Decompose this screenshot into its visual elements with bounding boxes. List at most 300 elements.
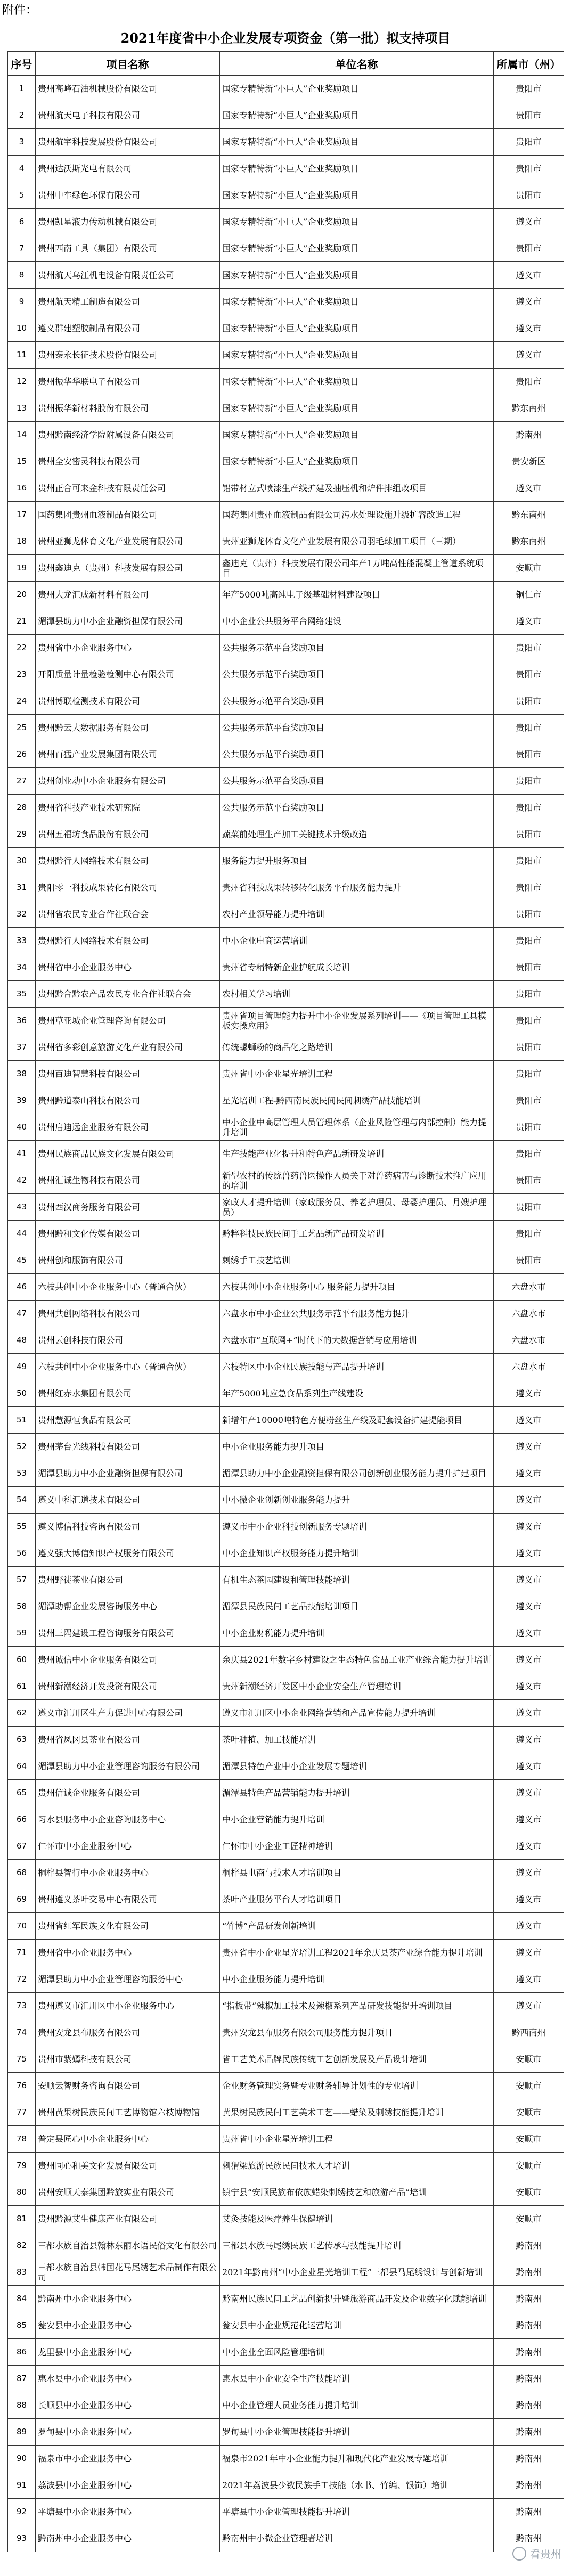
row-number: 83 xyxy=(8,2259,36,2286)
unit-name-cell: 余庆县2021年数字乡村建设之生态特色食品工业产业综合能力提升培训 xyxy=(220,1647,494,1673)
unit-name-cell: 新型农村的传统兽药兽医操作人员关于对兽药病害与诊断技术推广应用的培训 xyxy=(220,1167,494,1194)
table-row xyxy=(8,2259,564,2286)
unit-name-cell: 新增年产10000吨特色方便粉丝生产线及配套设备扩建提能项目 xyxy=(220,1407,494,1434)
unit-name-cell: 公共服务示范平台奖励项目 xyxy=(220,661,494,688)
city-cell: 贵阳市 xyxy=(494,715,564,741)
unit-name-cell: 贵州省专精特新企业护航成长培训 xyxy=(220,954,494,981)
city-cell: 贵阳市 xyxy=(494,821,564,848)
row-number: 56 xyxy=(8,1540,36,1567)
city-cell: 六盘水市 xyxy=(494,1327,564,1354)
city-cell: 遵义市 xyxy=(494,1460,564,1487)
row-number: 86 xyxy=(8,2339,36,2366)
row-number: 4 xyxy=(8,156,36,182)
table-row xyxy=(8,1434,564,1460)
city-cell: 遵义市 xyxy=(494,1993,564,2019)
row-number: 65 xyxy=(8,1780,36,1806)
table-row xyxy=(8,1061,564,1087)
project-name-cell: 黔南州中小企业服务中心 xyxy=(36,2286,220,2312)
unit-name-cell: 贵州省科技成果转移转化服务平台服务能力提升 xyxy=(220,874,494,901)
chat-bubble-icon xyxy=(512,2547,526,2561)
city-cell: 安顺市 xyxy=(494,2073,564,2099)
project-name-cell: 贵州诚信中小企业服务有限公司 xyxy=(36,1647,220,1673)
row-number: 47 xyxy=(8,1301,36,1327)
city-cell: 黔东南州 xyxy=(494,502,564,528)
city-cell: 贵阳市 xyxy=(494,1247,564,1274)
project-name-cell: 贵州振华华联电子有限公司 xyxy=(36,369,220,395)
header-no: 序号 xyxy=(8,52,36,76)
table-row xyxy=(8,928,564,954)
row-number: 39 xyxy=(8,1087,36,1114)
unit-name-cell: 茶叶种植、加工技能培训 xyxy=(220,1727,494,1753)
unit-name-cell: 贵州省项目管理能力提升中小企业发展系列培训——《项目管理工具模板实操应用》 xyxy=(220,1008,494,1034)
row-number: 6 xyxy=(8,209,36,235)
city-cell: 遵义市 xyxy=(494,1647,564,1673)
project-name-cell: 贵州信诚企业服务有限公司 xyxy=(36,1780,220,1806)
row-number: 61 xyxy=(8,1673,36,1700)
table-row xyxy=(8,1700,564,1727)
unit-name-cell: 贵州省中小企业星光培训工程 xyxy=(220,2126,494,2153)
city-cell: 贵阳市 xyxy=(494,954,564,981)
table-row xyxy=(8,555,564,582)
row-number: 93 xyxy=(8,2525,36,2552)
unit-name-cell: 湄潭县助力中小企业融资担保有限公司创新创业服务能力提升扩建项目 xyxy=(220,1460,494,1487)
project-name-cell: 贵州民族商品民族文化发展有限公司 xyxy=(36,1141,220,1167)
project-name-cell: 平塘县中小企业服务中心 xyxy=(36,2499,220,2525)
table-row xyxy=(8,1673,564,1700)
city-cell: 遵义市 xyxy=(494,1593,564,1620)
row-number: 62 xyxy=(8,1700,36,1727)
project-name-cell: 仁怀市中小企业服务中心 xyxy=(36,1833,220,1860)
row-number: 14 xyxy=(8,422,36,448)
project-name-cell: 贵州省红军民族文化有限公司 xyxy=(36,1913,220,1940)
project-name-cell: 遵义市汇川区生产力促进中心有限公司 xyxy=(36,1700,220,1727)
project-name-cell: 贵州省中小企业服务中心 xyxy=(36,954,220,981)
header-project-name: 项目名称 xyxy=(36,52,220,76)
table-row xyxy=(8,342,564,369)
table-row xyxy=(8,502,564,528)
row-number: 30 xyxy=(8,848,36,874)
project-name-cell: 贵州博联检测技术有限公司 xyxy=(36,688,220,715)
row-number: 67 xyxy=(8,1833,36,1860)
project-name-cell: 贵州航宇科技发展股份有限公司 xyxy=(36,129,220,156)
table-row xyxy=(8,1966,564,1993)
project-name-cell: 黔南州中小企业服务中心 xyxy=(36,2525,220,2552)
table-row xyxy=(8,1567,564,1593)
unit-name-cell: 国家专精特新“小巨人”企业奖励项目 xyxy=(220,369,494,395)
row-number: 36 xyxy=(8,1008,36,1034)
row-number: 79 xyxy=(8,2153,36,2179)
row-number: 84 xyxy=(8,2286,36,2312)
table-row xyxy=(8,2499,564,2525)
project-name-cell: 贵州汇诚生物科技有限公司 xyxy=(36,1167,220,1194)
city-cell: 黔东南州 xyxy=(494,528,564,555)
row-number: 92 xyxy=(8,2499,36,2525)
unit-name-cell: “指板带”辣椒加工技术及辣椒系列产品研发技能提升培训项目 xyxy=(220,1993,494,2019)
unit-name-cell: 中小企业财税能力提升培训 xyxy=(220,1620,494,1647)
document-title: 2021年度省中小企业发展专项资金（第一批）拟支持项目 xyxy=(120,30,451,46)
project-name-cell: 贵州同心和美文化发展有限公司 xyxy=(36,2153,220,2179)
city-cell: 贵阳市 xyxy=(494,156,564,182)
table-row xyxy=(8,182,564,209)
row-number: 70 xyxy=(8,1913,36,1940)
row-number: 16 xyxy=(8,475,36,502)
watermark-text: 看贵州 xyxy=(529,2548,561,2561)
unit-name-cell: 黔南州中小微企业管理者培训 xyxy=(220,2525,494,2552)
unit-name-cell: 国家专精特新“小巨人”企业奖励项目 xyxy=(220,342,494,369)
city-cell: 六盘水市 xyxy=(494,1354,564,1380)
table-row xyxy=(8,1913,564,1940)
unit-name-cell: 中小企业营销能力提升培训 xyxy=(220,1806,494,1833)
row-number: 51 xyxy=(8,1407,36,1434)
row-number: 81 xyxy=(8,2206,36,2232)
unit-name-cell: 铝带材立式喷漆生产线扩建及抽压机和炉件排组改项目 xyxy=(220,475,494,502)
project-name-cell: 贵州红赤水集团有限公司 xyxy=(36,1380,220,1407)
project-name-cell: 贵州遵义茶叶交易中心有限公司 xyxy=(36,1886,220,1913)
row-number: 2 xyxy=(8,102,36,129)
unit-name-cell: 福泉市2021年中小企业能力提升和现代化产业发展专题培训 xyxy=(220,2446,494,2472)
table-row xyxy=(8,1114,564,1141)
row-number: 64 xyxy=(8,1753,36,1780)
unit-name-cell: 国家专精特新“小巨人”企业奖励项目 xyxy=(220,422,494,448)
unit-name-cell: 国家专精特新“小巨人”企业奖励项目 xyxy=(220,182,494,209)
city-cell: 遵义市 xyxy=(494,1407,564,1434)
unit-name-cell: 公共服务示范平台奖励项目 xyxy=(220,715,494,741)
row-number: 21 xyxy=(8,608,36,635)
city-cell: 贵阳市 xyxy=(494,981,564,1008)
project-name-cell: 贵州省凤冈县茶业有限公司 xyxy=(36,1727,220,1753)
city-cell: 贵阳市 xyxy=(494,1221,564,1247)
unit-name-cell: 企业财务管理实务暨专业财务辅导计划性的专业培训 xyxy=(220,2073,494,2099)
unit-name-cell: 年产5000吨高纯电子级基础材料建设项目 xyxy=(220,582,494,608)
unit-name-cell: 贵州省中小企业星光培训工程2021年余庆县茶产业综合能力提升培训 xyxy=(220,1940,494,1966)
table-row xyxy=(8,102,564,129)
city-cell: 黔西南州 xyxy=(494,2019,564,2046)
row-number: 3 xyxy=(8,129,36,156)
city-cell: 贵阳市 xyxy=(494,901,564,928)
project-name-cell: 贵州高峰石油机械股份有限公司 xyxy=(36,76,220,102)
table-row xyxy=(8,2286,564,2312)
table-row xyxy=(8,2446,564,2472)
row-number: 80 xyxy=(8,2179,36,2206)
table-row xyxy=(8,1833,564,1860)
project-name-cell: 湄潭助帮企业发展咨询服务中心 xyxy=(36,1593,220,1620)
unit-name-cell: 2021年荔波县少数民族手工技能（水书、竹编、银饰）培训 xyxy=(220,2472,494,2499)
city-cell: 安顺市 xyxy=(494,2126,564,2153)
table-row xyxy=(8,1727,564,1753)
table-row xyxy=(8,1301,564,1327)
row-number: 42 xyxy=(8,1167,36,1194)
project-name-cell: 湄潭县助力中小企业融资担保有限公司 xyxy=(36,608,220,635)
project-name-cell: 贵州黔云大数据服务有限公司 xyxy=(36,715,220,741)
row-number: 32 xyxy=(8,901,36,928)
row-number: 48 xyxy=(8,1327,36,1354)
city-cell: 黔南州 xyxy=(494,2312,564,2339)
project-name-cell: 贵州黔道泰山科技有限公司 xyxy=(36,1087,220,1114)
table-row xyxy=(8,768,564,795)
unit-name-cell: 瓮安县中小企业规范化运营培训 xyxy=(220,2312,494,2339)
city-cell: 黔东南州 xyxy=(494,395,564,422)
table-row xyxy=(8,1274,564,1301)
table-row xyxy=(8,448,564,475)
project-name-cell: 湄潭县助力中小企业管理咨询服务中心 xyxy=(36,1966,220,1993)
table-row xyxy=(8,2525,564,2552)
header-city: 所属市（州） xyxy=(494,52,564,76)
row-number: 18 xyxy=(8,528,36,555)
project-name-cell: 贵州黔和文化传媒有限公司 xyxy=(36,1221,220,1247)
project-name-cell: 贵州慧源恒食品有限公司 xyxy=(36,1407,220,1434)
row-number: 49 xyxy=(8,1354,36,1380)
city-cell: 贵阳市 xyxy=(494,768,564,795)
city-cell: 贵安新区 xyxy=(494,448,564,475)
project-name-cell: 贵州创业动中小企业服务有限公司 xyxy=(36,768,220,795)
project-name-cell: 三都水族自治县翰林东丽水语民俗文化有限公司 xyxy=(36,2232,220,2259)
project-name-cell: 贵州振华新材料股份有限公司 xyxy=(36,395,220,422)
table-row xyxy=(8,848,564,874)
project-name-cell: 惠水县中小企业服务中心 xyxy=(36,2366,220,2392)
table-row xyxy=(8,1806,564,1833)
table-row xyxy=(8,2312,564,2339)
table-row xyxy=(8,795,564,821)
row-number: 87 xyxy=(8,2366,36,2392)
table-body xyxy=(8,76,564,2552)
project-name-cell: 贵阳零一科技成果转化有限公司 xyxy=(36,874,220,901)
city-cell: 贵阳市 xyxy=(494,1194,564,1221)
table-row xyxy=(8,1380,564,1407)
project-name-cell: 贵州大龙汇成新材料有限公司 xyxy=(36,582,220,608)
city-cell: 安顺市 xyxy=(494,2206,564,2232)
city-cell: 贵阳市 xyxy=(494,129,564,156)
project-name-cell: 贵州共创网络科技有限公司 xyxy=(36,1301,220,1327)
unit-name-cell: 中小企业知识产权服务能力提升培训 xyxy=(220,1540,494,1567)
unit-name-cell: 刺猬梁旅游民族民间技术人才培训 xyxy=(220,2153,494,2179)
table-row xyxy=(8,1753,564,1780)
row-number: 72 xyxy=(8,1966,36,1993)
row-number: 74 xyxy=(8,2019,36,2046)
unit-name-cell: 中小企业公共服务平台网络建设 xyxy=(220,608,494,635)
project-name-cell: 遵义中科汇道技术有限公司 xyxy=(36,1487,220,1514)
unit-name-cell: 黄果树民族民间工艺美术工艺——蜡染及刺绣技能提升培训 xyxy=(220,2099,494,2126)
table-row xyxy=(8,475,564,502)
row-number: 43 xyxy=(8,1194,36,1221)
city-cell: 遵义市 xyxy=(494,1780,564,1806)
row-number: 8 xyxy=(8,262,36,289)
unit-name-cell: 三都县水族马尾绣民族工艺传承与技能提升培训 xyxy=(220,2232,494,2259)
city-cell: 贵阳市 xyxy=(494,1034,564,1061)
unit-name-cell: 遵义市中小企业科技创新服务专题培训 xyxy=(220,1514,494,1540)
city-cell: 铜仁市 xyxy=(494,582,564,608)
table-row xyxy=(8,1647,564,1673)
table-row xyxy=(8,1886,564,1913)
unit-name-cell: 茶叶产业服务平台人才培训项目 xyxy=(220,1886,494,1913)
table-row xyxy=(8,2392,564,2419)
row-number: 78 xyxy=(8,2126,36,2153)
row-number: 76 xyxy=(8,2073,36,2099)
table-row xyxy=(8,608,564,635)
unit-name-cell: 公共服务示范平台奖励项目 xyxy=(220,795,494,821)
unit-name-cell: 有机生态茶园建设和管理技能培训 xyxy=(220,1567,494,1593)
project-name-cell: 罗甸县中小企业服务中心 xyxy=(36,2419,220,2446)
project-table xyxy=(7,51,564,2552)
city-cell: 遵义市 xyxy=(494,289,564,315)
row-number: 63 xyxy=(8,1727,36,1753)
project-name-cell: 遵义强大博信知识产权服务有限公司 xyxy=(36,1540,220,1567)
unit-name-cell: 年产5000吨应急食品系列生产线建设 xyxy=(220,1380,494,1407)
unit-name-cell: 国家专精特新“小巨人”企业奖励项目 xyxy=(220,209,494,235)
project-name-cell: 贵州茅台光线科技有限公司 xyxy=(36,1434,220,1460)
city-cell: 遵义市 xyxy=(494,1940,564,1966)
project-name-cell: 贵州省科技产业技术研究院 xyxy=(36,795,220,821)
city-cell: 黔南州 xyxy=(494,2392,564,2419)
project-name-cell: 贵州全安密灵科技有限公司 xyxy=(36,448,220,475)
project-name-cell: 贵州亚狮龙体育文化产业发展有限公司 xyxy=(36,528,220,555)
table-row xyxy=(8,1034,564,1061)
unit-name-cell: 六盘水市中小企业公共服务示范平台服务能力提升 xyxy=(220,1301,494,1327)
city-cell: 遵义市 xyxy=(494,1806,564,1833)
city-cell: 贵阳市 xyxy=(494,795,564,821)
table-row xyxy=(8,1487,564,1514)
row-number: 27 xyxy=(8,768,36,795)
table-row xyxy=(8,715,564,741)
table-row xyxy=(8,369,564,395)
unit-name-cell: 鑫迪克（贵州）科技发展有限公司年产1万吨高性能混凝土管道系统项目 xyxy=(220,555,494,582)
row-number: 50 xyxy=(8,1380,36,1407)
city-cell: 黔南州 xyxy=(494,2472,564,2499)
unit-name-cell: 中小企业电商运营培训 xyxy=(220,928,494,954)
project-name-cell: 贵州创和服饰有限公司 xyxy=(36,1247,220,1274)
city-cell: 遵义市 xyxy=(494,608,564,635)
table-row xyxy=(8,156,564,182)
city-cell: 安顺市 xyxy=(494,2179,564,2206)
city-cell: 遵义市 xyxy=(494,1860,564,1886)
unit-name-cell: 省工艺美术品牌民族传统工艺创新发展及产品设计培训 xyxy=(220,2046,494,2073)
city-cell: 遵义市 xyxy=(494,1966,564,1993)
unit-name-cell: 生产技能产业化提升和特色产品新研发培训 xyxy=(220,1141,494,1167)
row-number: 82 xyxy=(8,2232,36,2259)
unit-name-cell: 公共服务示范平台奖励项目 xyxy=(220,688,494,715)
city-cell: 贵阳市 xyxy=(494,76,564,102)
row-number: 46 xyxy=(8,1274,36,1301)
project-name-cell: 贵州黔行人网络技术有限公司 xyxy=(36,928,220,954)
project-name-cell: 贵州百迪智慧科技有限公司 xyxy=(36,1061,220,1087)
row-number: 71 xyxy=(8,1940,36,1966)
city-cell: 遵义市 xyxy=(494,1487,564,1514)
unit-name-cell: 六盘水市“互联网+”时代下的大数据营销与应用培训 xyxy=(220,1327,494,1354)
table-row xyxy=(8,129,564,156)
project-name-cell: 贵州中车绿色环保有限公司 xyxy=(36,182,220,209)
unit-name-cell: “竹博”产品研发创新培训 xyxy=(220,1913,494,1940)
table-row xyxy=(8,2019,564,2046)
table-row xyxy=(8,1008,564,1034)
table-row xyxy=(8,1354,564,1380)
city-cell: 贵阳市 xyxy=(494,928,564,954)
row-number: 40 xyxy=(8,1114,36,1141)
project-name-cell: 贵州五福坊食品股份有限公司 xyxy=(36,821,220,848)
row-number: 28 xyxy=(8,795,36,821)
project-name-cell: 贵州黔行人网络技术有限公司 xyxy=(36,848,220,874)
row-number: 19 xyxy=(8,555,36,582)
row-number: 25 xyxy=(8,715,36,741)
unit-name-cell: 国家专精特新“小巨人”企业奖励项目 xyxy=(220,235,494,262)
project-name-cell: 湄潭县助力中小企业管理咨询服务有限公司 xyxy=(36,1753,220,1780)
unit-name-cell: 中小微企业创新创业服务能力提升 xyxy=(220,1487,494,1514)
city-cell: 黔南州 xyxy=(494,2366,564,2392)
city-cell: 贵阳市 xyxy=(494,874,564,901)
table-row xyxy=(8,688,564,715)
unit-name-cell: 平塘县中小企业管理技能提升培训 xyxy=(220,2499,494,2525)
row-number: 24 xyxy=(8,688,36,715)
project-name-cell: 福泉市中小企业服务中心 xyxy=(36,2446,220,2472)
unit-name-cell: 中小企业管理人员业务能力提升培训 xyxy=(220,2392,494,2419)
table-row xyxy=(8,1593,564,1620)
table-header-row xyxy=(8,52,564,76)
row-number: 20 xyxy=(8,582,36,608)
city-cell: 贵阳市 xyxy=(494,741,564,768)
unit-name-cell: 中小企业服务能力提升项目 xyxy=(220,1434,494,1460)
project-name-cell: 贵州泰永长征技术股份有限公司 xyxy=(36,342,220,369)
project-name-cell: 贵州航天乌江机电设备有限责任公司 xyxy=(36,262,220,289)
row-number: 68 xyxy=(8,1860,36,1886)
table-row xyxy=(8,422,564,448)
city-cell: 安顺市 xyxy=(494,555,564,582)
table-row xyxy=(8,2126,564,2153)
project-name-cell: 贵州三隅建设工程咨询服务有限公司 xyxy=(36,1620,220,1647)
city-cell: 遵义市 xyxy=(494,1620,564,1647)
table-row xyxy=(8,741,564,768)
unit-name-cell: 黔南州民族民间工艺品创新提升暨旅游商品开发及企业数字化赋能培训 xyxy=(220,2286,494,2312)
project-name-cell: 贵州启迪远企业服务有限公司 xyxy=(36,1114,220,1141)
attachment-label: 附件： xyxy=(2,4,38,17)
project-name-cell: 龙里县中小企业服务中心 xyxy=(36,2339,220,2366)
project-name-cell: 遵义群建塑胶制品有限公司 xyxy=(36,315,220,342)
table-row xyxy=(8,289,564,315)
header-unit-name: 单位名称 xyxy=(220,52,494,76)
unit-name-cell: 国家专精特新“小巨人”企业奖励项目 xyxy=(220,395,494,422)
table-row xyxy=(8,1327,564,1354)
row-number: 89 xyxy=(8,2419,36,2446)
city-cell: 安顺市 xyxy=(494,2153,564,2179)
project-name-cell: 普定县匠心中小企业服务中心 xyxy=(36,2126,220,2153)
unit-name-cell: 遵义市汇川区中小企业网络营销和产品宣传能力提升培训 xyxy=(220,1700,494,1727)
row-number: 66 xyxy=(8,1806,36,1833)
table-row xyxy=(8,315,564,342)
city-cell: 黔南州 xyxy=(494,2446,564,2472)
project-name-cell: 贵州省多彩创意旅游文化产业有限公司 xyxy=(36,1034,220,1061)
city-cell: 黔南州 xyxy=(494,2286,564,2312)
table-row xyxy=(8,981,564,1008)
table-row xyxy=(8,2419,564,2446)
unit-name-cell: 罗甸县中小企业管理技能提升培训 xyxy=(220,2419,494,2446)
unit-name-cell: 中小企业全面风险管理培训 xyxy=(220,2339,494,2366)
city-cell: 黔南州 xyxy=(494,2499,564,2525)
project-name-cell: 贵州黔源艾生健康产业有限公司 xyxy=(36,2206,220,2232)
table-row xyxy=(8,76,564,102)
row-number: 11 xyxy=(8,342,36,369)
table-row xyxy=(8,1780,564,1806)
unit-name-cell: 服务能力提升服务项目 xyxy=(220,848,494,874)
city-cell: 遵义市 xyxy=(494,1833,564,1860)
project-name-cell: 贵州黔南经济学院附属设备有限公司 xyxy=(36,422,220,448)
city-cell: 贵阳市 xyxy=(494,1167,564,1194)
table-row xyxy=(8,582,564,608)
city-cell: 遵义市 xyxy=(494,1913,564,1940)
row-number: 22 xyxy=(8,635,36,661)
city-cell: 贵阳市 xyxy=(494,1061,564,1087)
city-cell: 贵阳市 xyxy=(494,1141,564,1167)
table-row xyxy=(8,1247,564,1274)
unit-name-cell: 镇宁县“安顺民族布依族蜡染刺绣技艺和旅游产品”培训 xyxy=(220,2179,494,2206)
city-cell: 安顺市 xyxy=(494,2046,564,2073)
table-row xyxy=(8,2153,564,2179)
